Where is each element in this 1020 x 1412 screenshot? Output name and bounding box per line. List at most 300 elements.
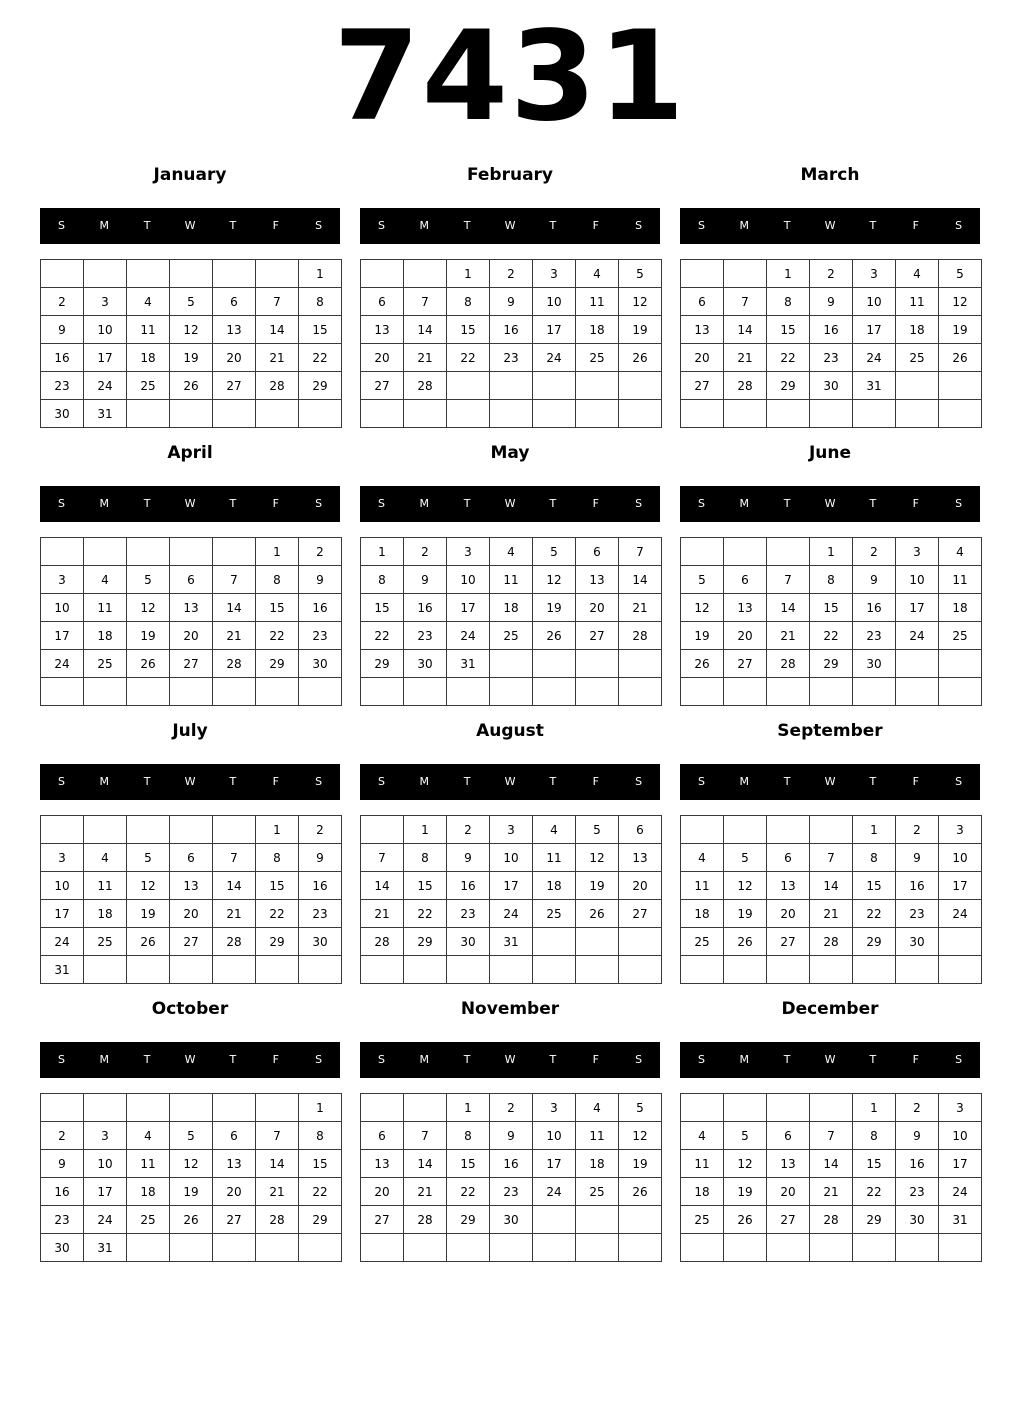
day-cell: 10	[939, 844, 982, 872]
month-name: July	[172, 721, 208, 741]
day-cell	[576, 1234, 619, 1262]
day-cell: 12	[576, 844, 619, 872]
day-cell	[127, 1094, 170, 1122]
week-row	[361, 622, 662, 650]
day-cell: 18	[127, 1178, 170, 1206]
day-cell	[361, 816, 404, 844]
day-cell: 9	[299, 566, 342, 594]
day-cell: 16	[490, 1150, 533, 1178]
day-cell: 11	[896, 288, 939, 316]
day-cell: 4	[576, 1094, 619, 1122]
weekday-label: M	[419, 497, 430, 510]
day-cell: 20	[681, 344, 724, 372]
week-row	[361, 344, 662, 372]
weekday-label: T	[869, 775, 877, 788]
day-cell	[127, 400, 170, 428]
weekday-label: M	[99, 1053, 110, 1066]
month-name: April	[167, 443, 213, 463]
day-cell	[619, 372, 662, 400]
weekday-label: F	[592, 219, 599, 232]
day-cell: 12	[724, 872, 767, 900]
day-cell: 15	[256, 872, 299, 900]
day-cell: 7	[404, 1122, 447, 1150]
day-cell: 29	[256, 650, 299, 678]
day-cell: 3	[447, 538, 490, 566]
day-cell: 30	[853, 650, 896, 678]
day-cell: 15	[299, 1150, 342, 1178]
day-cell: 23	[896, 900, 939, 928]
day-cell: 22	[853, 1178, 896, 1206]
week-row	[681, 400, 982, 428]
day-cell: 16	[896, 1150, 939, 1178]
day-cell: 13	[767, 1150, 810, 1178]
day-cell: 16	[41, 344, 84, 372]
day-cell: 9	[896, 844, 939, 872]
day-cell	[361, 956, 404, 984]
day-cell: 26	[724, 928, 767, 956]
day-cell: 28	[256, 1206, 299, 1234]
day-cell: 22	[853, 900, 896, 928]
day-cell	[41, 1094, 84, 1122]
week-row	[361, 566, 662, 594]
day-cell: 16	[404, 594, 447, 622]
day-cell: 5	[681, 566, 724, 594]
weekday-label: S	[377, 497, 385, 510]
day-cell: 5	[724, 844, 767, 872]
day-cell: 28	[404, 1206, 447, 1234]
day-cell	[576, 928, 619, 956]
day-cell: 9	[810, 288, 853, 316]
week-row	[41, 538, 342, 566]
day-grid	[40, 537, 342, 706]
day-cell	[681, 538, 724, 566]
week-row	[681, 372, 982, 400]
day-cell	[619, 928, 662, 956]
day-cell: 27	[767, 928, 810, 956]
day-cell: 7	[213, 844, 256, 872]
day-cell	[767, 1234, 810, 1262]
day-cell: 23	[810, 344, 853, 372]
day-cell	[256, 678, 299, 706]
day-cell: 14	[810, 872, 853, 900]
week-row	[361, 678, 662, 706]
day-cell: 27	[619, 900, 662, 928]
day-cell	[404, 260, 447, 288]
week-row	[681, 260, 982, 288]
day-cell: 25	[533, 900, 576, 928]
day-cell	[256, 260, 299, 288]
week-row	[41, 956, 342, 984]
day-cell	[84, 260, 127, 288]
day-cell: 25	[576, 1178, 619, 1206]
day-cell: 8	[447, 1122, 490, 1150]
week-row	[361, 650, 662, 678]
day-cell: 11	[576, 288, 619, 316]
weekday-label: T	[463, 219, 471, 232]
day-cell	[619, 1234, 662, 1262]
day-cell: 20	[213, 1178, 256, 1206]
day-cell: 10	[41, 594, 84, 622]
weekday-label: F	[272, 219, 279, 232]
day-cell: 18	[84, 622, 127, 650]
week-row	[41, 1150, 342, 1178]
day-cell: 4	[681, 1122, 724, 1150]
day-cell: 17	[41, 622, 84, 650]
day-cell: 15	[853, 872, 896, 900]
day-cell	[533, 400, 576, 428]
day-cell: 29	[767, 372, 810, 400]
day-cell: 11	[681, 872, 724, 900]
day-cell: 28	[619, 622, 662, 650]
day-cell: 22	[767, 344, 810, 372]
day-cell	[299, 1234, 342, 1262]
day-cell: 2	[404, 538, 447, 566]
day-cell: 26	[170, 1206, 213, 1234]
day-cell: 25	[490, 622, 533, 650]
day-cell	[213, 1234, 256, 1262]
week-row	[41, 400, 342, 428]
weekday-label: T	[869, 1053, 877, 1066]
week-row	[41, 678, 342, 706]
day-cell: 17	[939, 1150, 982, 1178]
day-cell	[939, 400, 982, 428]
day-cell	[84, 816, 127, 844]
day-cell: 6	[170, 844, 213, 872]
day-cell	[361, 678, 404, 706]
day-cell	[213, 260, 256, 288]
day-cell	[533, 928, 576, 956]
day-cell: 27	[213, 1206, 256, 1234]
month-name: October	[151, 999, 229, 1019]
weekday-label: F	[592, 1053, 599, 1066]
day-cell: 6	[767, 844, 810, 872]
weekday-label: T	[549, 1053, 557, 1066]
day-cell: 27	[170, 650, 213, 678]
day-cell	[533, 650, 576, 678]
day-cell	[256, 400, 299, 428]
day-cell: 20	[767, 900, 810, 928]
day-cell	[404, 956, 447, 984]
day-cell: 11	[939, 566, 982, 594]
day-cell	[681, 678, 724, 706]
day-cell: 3	[84, 288, 127, 316]
day-cell	[724, 260, 767, 288]
week-row	[681, 678, 982, 706]
day-cell	[170, 678, 213, 706]
day-cell: 15	[447, 316, 490, 344]
day-cell: 1	[299, 1094, 342, 1122]
day-cell: 19	[724, 1178, 767, 1206]
day-cell: 18	[84, 900, 127, 928]
day-cell	[447, 678, 490, 706]
week-row	[41, 900, 342, 928]
day-cell: 8	[810, 566, 853, 594]
day-cell	[576, 956, 619, 984]
day-grid	[680, 259, 982, 428]
day-cell: 5	[724, 1122, 767, 1150]
day-cell	[404, 400, 447, 428]
day-cell: 13	[170, 872, 213, 900]
day-cell	[896, 678, 939, 706]
day-cell: 13	[681, 316, 724, 344]
day-cell: 5	[127, 844, 170, 872]
day-cell: 27	[170, 928, 213, 956]
day-cell: 14	[810, 1150, 853, 1178]
weekday-label: S	[697, 775, 705, 788]
day-cell: 23	[404, 622, 447, 650]
day-cell: 10	[533, 1122, 576, 1150]
weekday-label: S	[697, 497, 705, 510]
weekday-label: M	[739, 775, 750, 788]
day-cell: 24	[447, 622, 490, 650]
day-cell	[576, 372, 619, 400]
week-row	[41, 594, 342, 622]
day-cell	[84, 538, 127, 566]
day-cell: 28	[256, 372, 299, 400]
day-cell: 25	[896, 344, 939, 372]
day-cell: 11	[681, 1150, 724, 1178]
day-cell	[533, 1234, 576, 1262]
day-cell: 19	[127, 900, 170, 928]
week-row	[681, 928, 982, 956]
weekday-label: W	[504, 775, 516, 788]
day-cell: 8	[767, 288, 810, 316]
week-row	[681, 316, 982, 344]
week-row	[361, 844, 662, 872]
day-cell	[681, 1094, 724, 1122]
day-cell	[681, 1234, 724, 1262]
day-cell: 22	[810, 622, 853, 650]
weekday-label: F	[912, 775, 919, 788]
weekday-label: W	[504, 1053, 516, 1066]
day-cell: 28	[724, 372, 767, 400]
week-row	[41, 1178, 342, 1206]
weekday-header	[680, 208, 980, 244]
day-cell	[127, 816, 170, 844]
day-cell: 28	[213, 650, 256, 678]
weekday-label: M	[99, 775, 110, 788]
weekday-label: S	[955, 219, 963, 232]
day-cell	[810, 956, 853, 984]
day-cell: 8	[299, 1122, 342, 1150]
day-cell: 30	[404, 650, 447, 678]
day-cell: 1	[767, 260, 810, 288]
day-cell: 17	[490, 872, 533, 900]
weekday-label: M	[739, 497, 750, 510]
day-grid	[40, 815, 342, 984]
day-cell: 30	[896, 928, 939, 956]
week-row	[681, 566, 982, 594]
day-cell: 6	[681, 288, 724, 316]
day-cell: 20	[724, 622, 767, 650]
day-cell: 4	[533, 816, 576, 844]
day-cell	[256, 1094, 299, 1122]
day-cell: 10	[84, 316, 127, 344]
day-cell: 25	[939, 622, 982, 650]
week-row	[361, 288, 662, 316]
day-cell: 4	[127, 1122, 170, 1150]
day-cell: 19	[576, 872, 619, 900]
week-row	[361, 816, 662, 844]
weekday-header	[40, 208, 340, 244]
weekday-label: S	[57, 775, 65, 788]
day-cell: 31	[447, 650, 490, 678]
day-cell: 19	[619, 316, 662, 344]
weekday-label: S	[955, 1053, 963, 1066]
day-cell: 21	[619, 594, 662, 622]
day-cell: 31	[853, 372, 896, 400]
day-cell: 22	[256, 900, 299, 928]
day-cell	[256, 956, 299, 984]
day-cell: 9	[299, 844, 342, 872]
day-cell	[170, 260, 213, 288]
week-row	[41, 344, 342, 372]
day-cell: 15	[361, 594, 404, 622]
day-cell: 21	[724, 344, 767, 372]
day-cell	[213, 1094, 256, 1122]
week-row	[41, 372, 342, 400]
day-cell: 6	[619, 816, 662, 844]
day-cell: 6	[213, 1122, 256, 1150]
day-cell: 23	[490, 344, 533, 372]
day-cell: 30	[299, 928, 342, 956]
day-cell: 21	[404, 1178, 447, 1206]
day-cell: 7	[767, 566, 810, 594]
day-cell: 9	[896, 1122, 939, 1150]
day-cell	[490, 1234, 533, 1262]
day-cell: 2	[490, 1094, 533, 1122]
day-cell: 6	[170, 566, 213, 594]
day-cell: 2	[299, 538, 342, 566]
day-cell: 3	[939, 1094, 982, 1122]
day-cell: 2	[41, 288, 84, 316]
day-cell: 21	[213, 900, 256, 928]
day-cell	[896, 1234, 939, 1262]
day-cell: 31	[84, 400, 127, 428]
day-cell: 3	[853, 260, 896, 288]
weekday-label: S	[635, 497, 643, 510]
day-cell: 4	[84, 566, 127, 594]
month-name: November	[460, 999, 560, 1019]
day-cell: 19	[127, 622, 170, 650]
week-row	[361, 400, 662, 428]
day-cell	[681, 400, 724, 428]
day-cell: 26	[619, 1178, 662, 1206]
day-cell	[533, 1206, 576, 1234]
day-cell	[490, 372, 533, 400]
day-cell: 1	[256, 816, 299, 844]
day-cell: 12	[533, 566, 576, 594]
weekday-label: T	[463, 1053, 471, 1066]
day-cell: 27	[213, 372, 256, 400]
weekday-label: M	[739, 1053, 750, 1066]
day-cell: 19	[170, 344, 213, 372]
day-cell: 11	[490, 566, 533, 594]
day-cell	[213, 678, 256, 706]
day-cell: 13	[619, 844, 662, 872]
day-cell: 24	[490, 900, 533, 928]
day-cell: 22	[299, 344, 342, 372]
day-cell: 16	[447, 872, 490, 900]
day-cell: 23	[447, 900, 490, 928]
weekday-label: T	[143, 497, 151, 510]
day-cell	[170, 1094, 213, 1122]
day-cell: 6	[361, 288, 404, 316]
day-cell	[576, 400, 619, 428]
weekday-label: S	[315, 497, 323, 510]
day-cell: 12	[127, 872, 170, 900]
day-cell: 3	[41, 844, 84, 872]
day-cell: 15	[810, 594, 853, 622]
weekday-label: F	[272, 497, 279, 510]
day-cell: 27	[361, 372, 404, 400]
day-cell	[84, 1094, 127, 1122]
day-cell: 18	[939, 594, 982, 622]
day-cell: 26	[127, 650, 170, 678]
week-row	[361, 316, 662, 344]
weekday-label: T	[229, 497, 237, 510]
day-cell: 5	[170, 1122, 213, 1150]
day-cell: 5	[619, 1094, 662, 1122]
day-cell: 29	[447, 1206, 490, 1234]
day-cell: 17	[533, 316, 576, 344]
day-cell: 17	[84, 344, 127, 372]
day-cell	[724, 678, 767, 706]
week-row	[681, 1178, 982, 1206]
day-cell: 13	[361, 1150, 404, 1178]
day-cell: 17	[939, 872, 982, 900]
weekday-label: F	[912, 219, 919, 232]
weekday-header	[360, 1042, 660, 1078]
week-row	[41, 622, 342, 650]
day-cell: 31	[939, 1206, 982, 1234]
day-cell: 10	[41, 872, 84, 900]
day-cell	[170, 1234, 213, 1262]
day-cell: 22	[447, 344, 490, 372]
day-cell: 23	[490, 1178, 533, 1206]
day-cell: 26	[170, 372, 213, 400]
day-cell: 6	[767, 1122, 810, 1150]
day-cell: 20	[170, 622, 213, 650]
weekday-label: F	[272, 775, 279, 788]
day-cell	[41, 816, 84, 844]
day-cell: 15	[299, 316, 342, 344]
weekday-label: S	[955, 497, 963, 510]
day-cell: 29	[299, 1206, 342, 1234]
week-row	[681, 1234, 982, 1262]
week-row	[41, 260, 342, 288]
day-grid	[40, 259, 342, 428]
day-cell: 4	[84, 844, 127, 872]
week-row	[361, 372, 662, 400]
day-cell	[447, 372, 490, 400]
day-cell: 30	[447, 928, 490, 956]
day-cell	[576, 678, 619, 706]
day-cell	[681, 956, 724, 984]
day-cell	[170, 956, 213, 984]
weekday-label: W	[184, 219, 196, 232]
week-row	[681, 288, 982, 316]
weekday-label: T	[143, 775, 151, 788]
day-cell: 16	[853, 594, 896, 622]
day-cell: 4	[576, 260, 619, 288]
day-cell	[681, 260, 724, 288]
day-cell: 20	[361, 1178, 404, 1206]
day-cell	[41, 538, 84, 566]
day-cell: 21	[256, 1178, 299, 1206]
week-row	[41, 1122, 342, 1150]
day-cell: 3	[533, 1094, 576, 1122]
